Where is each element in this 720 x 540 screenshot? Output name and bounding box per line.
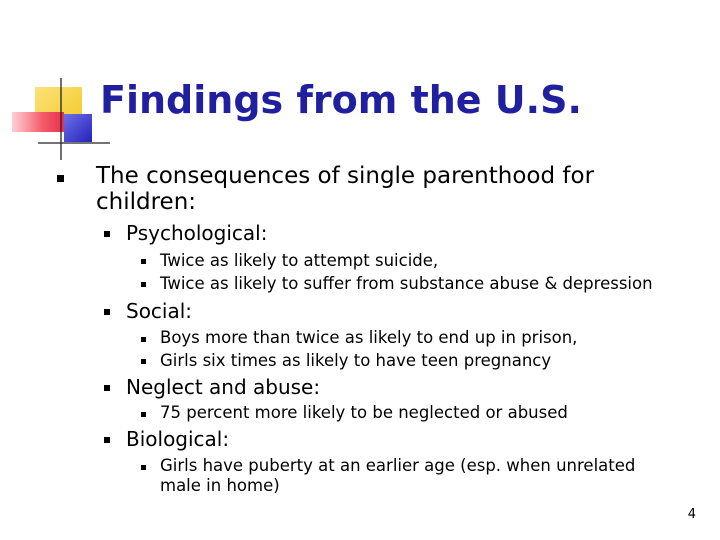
- main-point-line2: children:: [96, 189, 197, 215]
- psychological-item: Twice as likely to suffer from substance abuse & depression: [160, 274, 653, 293]
- bullet-square: [104, 231, 110, 237]
- main-point-line1: The consequences of single parenthood for: [96, 163, 595, 189]
- bullet-square: [141, 359, 146, 364]
- bullet-square: [104, 385, 110, 391]
- biological-item-line1: Girls have puberty at an earlier age (esp. when unrelated: [160, 456, 636, 475]
- page-number: 4: [687, 507, 696, 522]
- psychological-heading: Psychological:: [126, 221, 268, 245]
- neglect-item: 75 percent more likely to be neglected or abused: [160, 403, 568, 422]
- red-bar: [12, 112, 64, 132]
- bullet-square: [57, 175, 64, 182]
- biological-heading: Biological:: [126, 427, 230, 451]
- slide-title: Findings from the U.S.: [100, 78, 582, 122]
- bullet-square: [141, 282, 146, 287]
- bullet-square: [141, 337, 146, 342]
- biological-item-line2: male in home): [160, 476, 280, 495]
- social-heading: Social:: [126, 299, 193, 323]
- bullet-square: [104, 309, 110, 315]
- bullet-square: [141, 465, 146, 470]
- bullet-square: [141, 412, 146, 417]
- bullet-square: [104, 437, 110, 443]
- psychological-item: Twice as likely to attempt suicide,: [160, 251, 439, 270]
- social-item: Girls six times as likely to have teen pregnancy: [160, 351, 552, 370]
- blue-square: [64, 114, 92, 142]
- decorative-logo: [0, 0, 110, 170]
- neglect-heading: Neglect and abuse:: [126, 375, 321, 399]
- social-item: Boys more than twice as likely to end up in prison,: [160, 328, 578, 347]
- bullet-square: [141, 259, 146, 264]
